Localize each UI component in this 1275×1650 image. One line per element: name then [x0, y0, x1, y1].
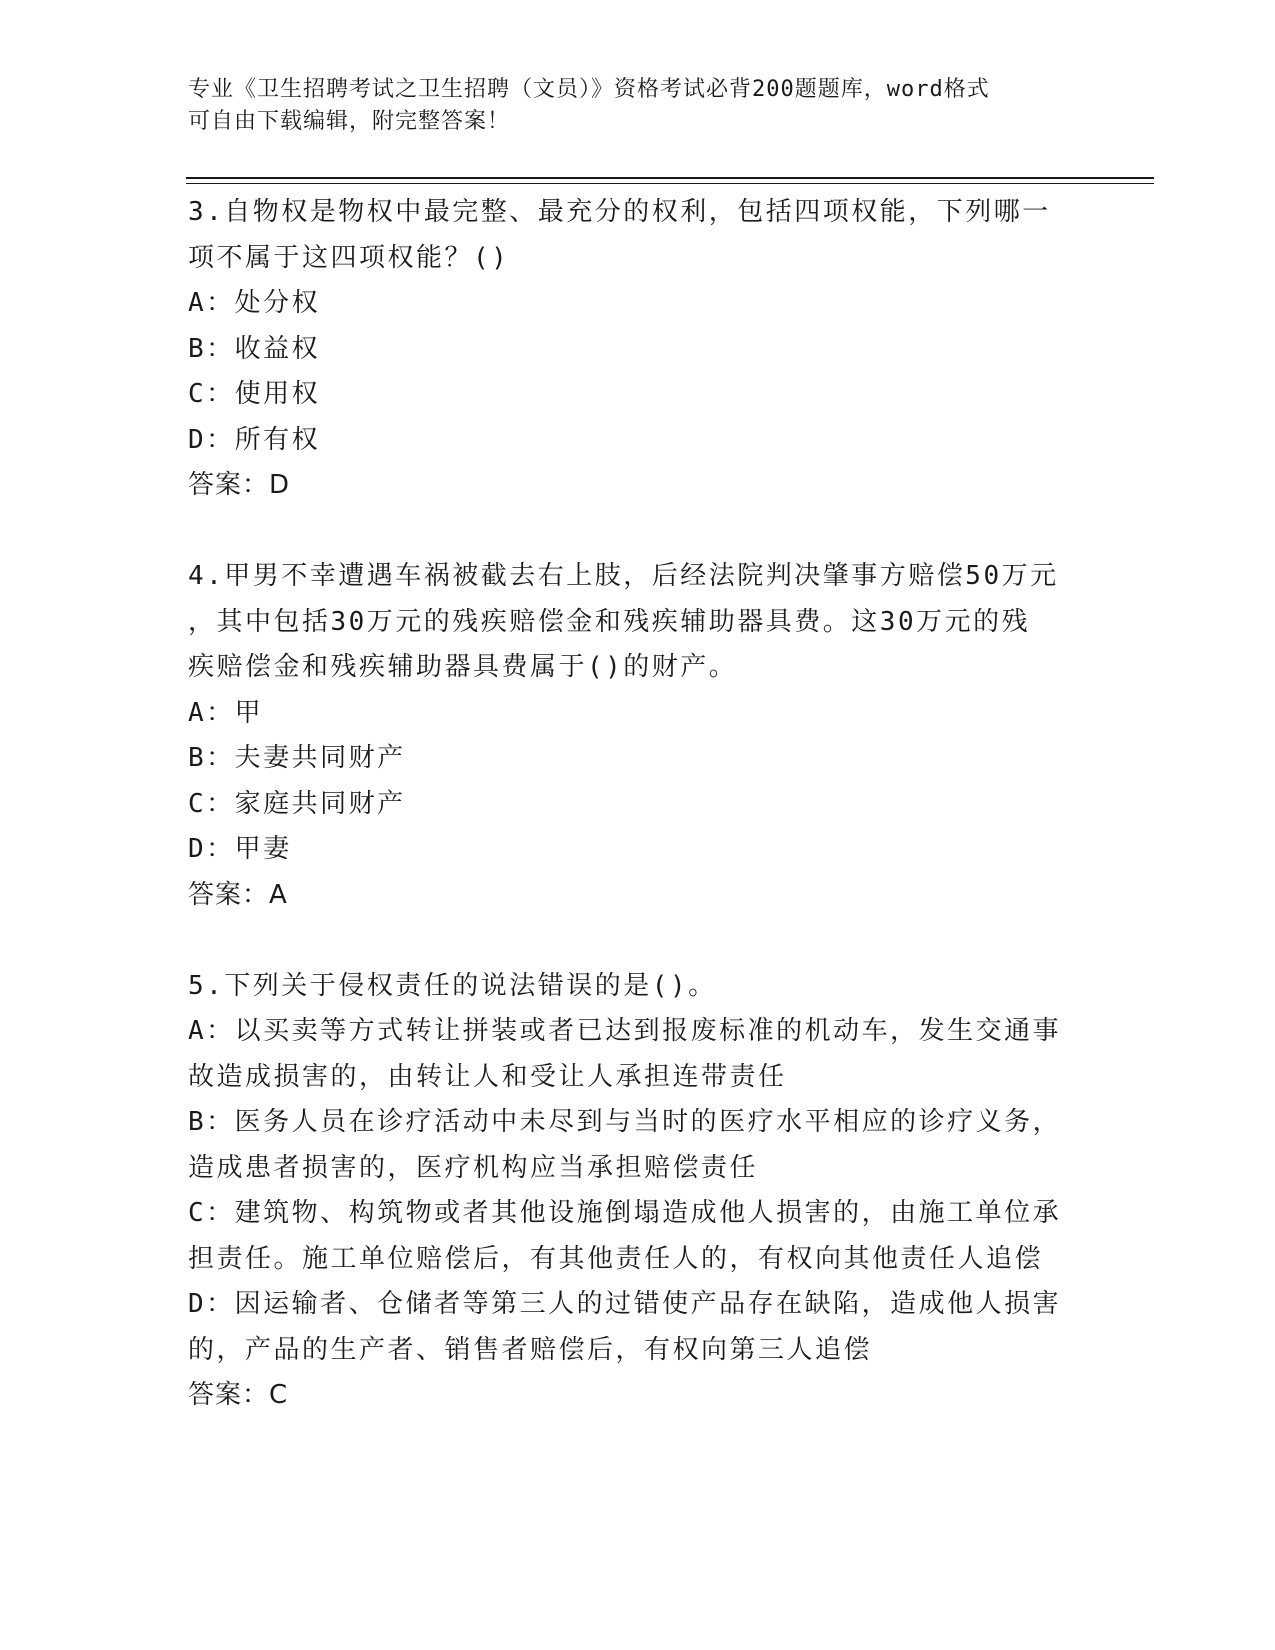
- question-text-line: ，其中包括30万元的残疾赔偿金和残疾辅助器具费。这30万元的残: [188, 606, 1031, 637]
- header-divider-thin: [186, 183, 1154, 184]
- option-b: B：收益权: [188, 333, 321, 364]
- question-list: [188, 190, 1088, 1464]
- question-text-line: 项不属于这四项权能？(): [188, 242, 510, 273]
- option-c: C：家庭共同财产: [188, 788, 406, 819]
- option-d: D：甲妻: [188, 834, 292, 864]
- option-a-line-1: A：以买卖等方式转让拼装或者已达到报废标准的机动车，发生交通事: [188, 1016, 1062, 1046]
- document-header: [188, 74, 1068, 138]
- question-text-line: 疾赔偿金和残疾辅助器具费属于()的财产。: [188, 652, 738, 682]
- header-line-2: 可自由下载编辑，附完整答案！: [188, 109, 511, 134]
- option-b-line-1: B：医务人员在诊疗活动中未尽到与当时的医疗水平相应的诊疗义务，: [188, 1107, 1062, 1137]
- question-3: [188, 190, 1088, 508]
- option-a: A：处分权: [188, 288, 321, 318]
- option-c: C：使用权: [188, 379, 321, 409]
- answer-line: 答案：D: [188, 470, 291, 500]
- option-c-line-2: 担责任。施工单位赔偿后，有其他责任人的，有权向其他责任人追偿: [188, 1243, 1044, 1274]
- option-a-line-2: 故造成损害的，由转让人和受让人承担连带责任: [188, 1061, 787, 1092]
- answer-line: 答案：A: [188, 879, 288, 910]
- option-a: A：甲: [188, 697, 264, 728]
- header-divider-thick: [186, 177, 1154, 179]
- option-b-line-2: 造成患者损害的，医疗机构应当承担赔偿责任: [188, 1152, 759, 1183]
- question-text-line: 5.下列关于侵权责任的说法错误的是()。: [188, 970, 717, 1001]
- option-d: D：所有权: [188, 424, 321, 455]
- option-b: B：夫妻共同财产: [188, 743, 406, 773]
- header-line-1: 专业《卫生招聘考试之卫生招聘（文员）》资格考试必背200题题库，word格式: [188, 77, 990, 102]
- question-4: [188, 554, 1088, 918]
- option-c-line-1: C：建筑物、构筑物或者其他设施倒塌造成他人损害的，由施工单位承: [188, 1198, 1062, 1228]
- question-text-line: 3.自物权是物权中最完整、最充分的权利，包括四项权能，下列哪一: [188, 197, 1051, 227]
- option-d-line-2: 的，产品的生产者、销售者赔偿后，有权向第三人追偿: [188, 1334, 873, 1365]
- option-d-line-1: D：因运输者、仓储者等第三人的过错使产品存在缺陷，造成他人损害: [188, 1289, 1062, 1319]
- answer-line: 答案：C: [188, 1380, 289, 1410]
- question-5: [188, 964, 1088, 1419]
- question-text-line: 4.甲男不幸遭遇车祸被截去右上肢，后经法院判决肇事方赔偿50万元: [188, 561, 1059, 591]
